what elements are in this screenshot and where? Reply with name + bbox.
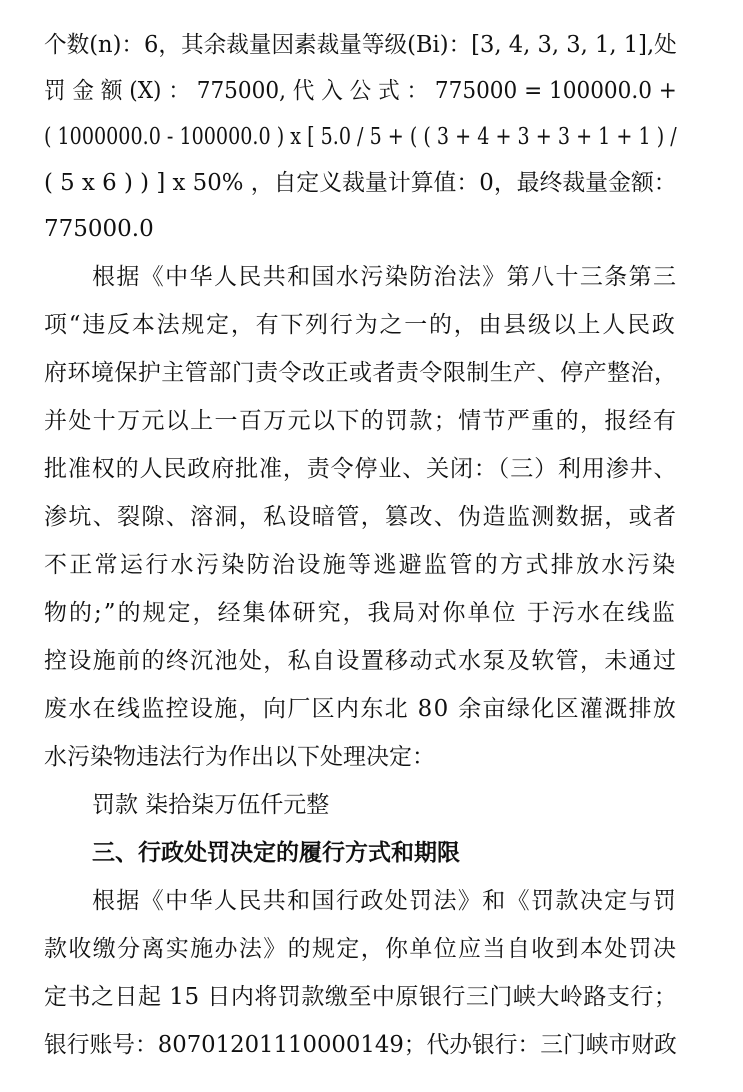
paragraph-line: 府环境保护主管部门责令改正或者责令限制生产、停产整治， [44,360,678,386]
paragraph-line: 定书之日起 15 日内将罚款缴至中原银行三门峡大岭路支行； [44,984,678,1010]
paragraph-line: 根据《中华人民共和国水污染防治法》第八十三条第三 [92,264,678,290]
text-line: ( 5 x 6 ) ) ] x 50% ，自定义裁量计算值：0，最终裁量金额： [44,170,677,196]
paragraph-line: 项“违反本法规定，有下列行为之一的，由县级以上人民政 [44,312,677,338]
paragraph-line: 控设施前的终沉池处，私自设置移动式水泵及软管，未通过 [44,648,678,674]
paragraph-line: 银行账号：80701201110000149；代办银行：三门峡市财政 [44,1032,677,1058]
paragraph-line: 渗坑、裂隙、溶洞，私设暗管，篡改、伪造监测数据，或者 [44,504,678,530]
section-heading: 三、行政处罚决定的履行方式和期限 [92,840,460,866]
paragraph-line: 水污染物违法行为作出以下处理决定： [44,744,435,770]
paragraph-line: 物的;”的规定，经集体研究，我局对你单位 于污水在线监 [44,600,677,626]
paragraph-line: 并处十万元以上一百万元以下的罚款；情节严重的，报经有 [44,408,678,434]
text-line: ( 1000000.0 - 100000.0 ) x [ 5.0 / 5 + ( ( 3 + 4 + 3 + 3 + 1 + 1 ) / [44,124,677,150]
text-line: 罚 金 额 (X) ： 775000, 代 入 公 式 ： 775000 = 100000.0 + [44,78,677,104]
paragraph-line: 不正常运行水污染防治设施等逃避监管的方式排放水污染 [44,552,678,578]
text-line: 个数(n)：6，其余裁量因素裁量等级(Bi)：[3, 4, 3, 3, 1, 1],处 [44,32,677,58]
paragraph-line: 批准权的人民政府批准，责令停业、关闭：（三）利用渗井、 [44,456,678,482]
paragraph-line: 款收缴分离实施办法》的规定，你单位应当自收到本处罚决 [44,936,678,962]
penalty-amount-line: 罚款 柒拾柒万伍仟元整 [92,792,330,818]
paragraph-line: 废水在线监控设施，向厂区内东北 80 余亩绿化区灌溉排放 [44,696,678,722]
paragraph-line: 根据《中华人民共和国行政处罚法》和《罚款决定与罚 [92,888,678,914]
text-line: 775000.0 [44,216,154,242]
